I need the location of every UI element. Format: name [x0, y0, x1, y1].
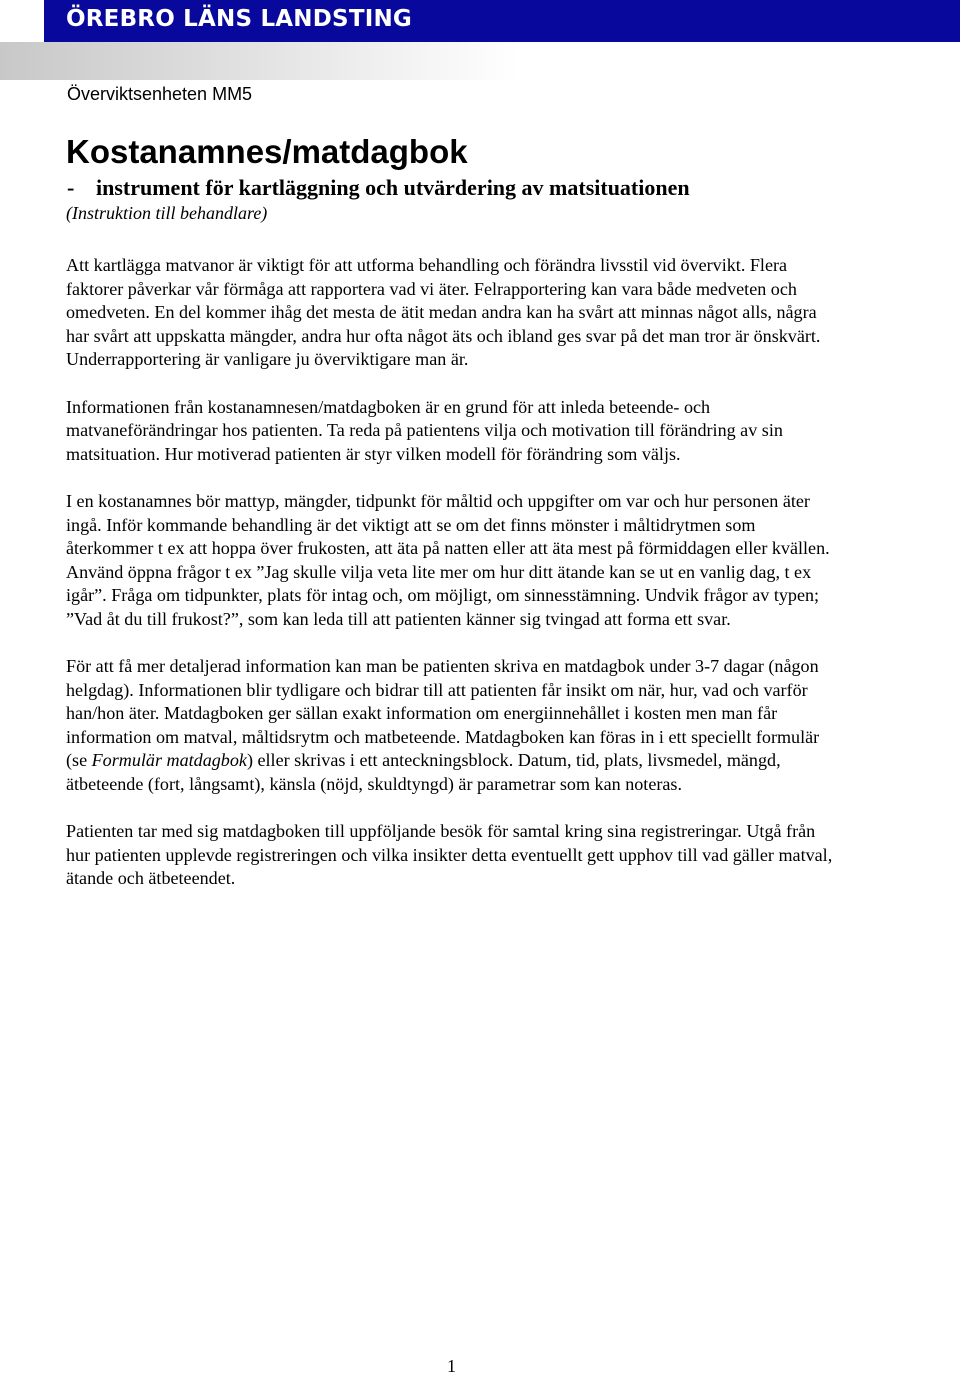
paragraph-text: Informationen från kostanamnesen/matdagboken är en grund för att inleda beteende- och matvaneförändringar hos patienten. Ta reda på patientens vilja och motivation till förändring av sin matsituation. Hur motiverad patienten är styr vilken modell för förändring som väljs.: [66, 396, 783, 464]
paragraph-5: [66, 820, 842, 891]
paragraph-text: Att kartlägga matvanor är viktigt för att utforma behandling och förändra livsstil vid övervikt. Flera faktorer påverkar vår förmåga att rapportera vad vi äter. Felrapportering kan vara både medveten och omedveten. En del kommer ihåg det mesta de ätit medan andra kan ha svårt att minnas något alls, några har svårt att uppskatta mängder, andra hur ofta något äts och ibland ges svar på det man tror är önskvärt. Underrapportering är vanligare ju överviktigare man är.: [66, 255, 821, 370]
paragraph-text: Patienten tar med sig matdagboken till uppföljande besök för samtal kring sina registreringar. Utgå från hur patienten upplevde registreringen och vilka insikter detta eventuellt gett upphov till vad gäller matval, ätande och ätbeteendet.: [66, 821, 833, 889]
paragraph-text: ) eller skrivas i ett anteckningsblock. Datum, tid, plats, livsmedel, mängd, ätbeteende (fort, långsamt), känsla (nöjd, skuldtyngd) är parametrar som kan noteras.: [66, 750, 781, 795]
paragraph-3: [66, 490, 842, 632]
department-label: Överviktsenheten MM5: [67, 84, 253, 104]
form-reference: Formulär matdagbok: [91, 750, 247, 771]
page-number: 1: [447, 1356, 456, 1376]
subtitle-dash: -: [67, 175, 75, 200]
organization-header-bar: [44, 0, 960, 42]
paragraph-4: [66, 655, 842, 797]
paragraph-text: I en kostanamnes bör mattyp, mängder, tidpunkt för måltid och uppgifter om var och hur personen äter ingå. Inför kommande behandling är det viktigt att se om det finns mönster i måltidrytmen som återkommer t ex att hoppa över frukosten, att äta på natten eller att äta mest på förmiddagen eller kvällen. Använd öppna frågor t ex ”Jag skulle vilja veta lite mer om hur ditt ätande kan se ut en vanlig dag, t ex igår”. Fråga om tidpunkter, plats för intag och, om möjligt, om sinnesstämning. Undvik frågor av typen; ”Vad åt du till frukost?”, som kan leda till att patienten känner sig tvingad att forma ett svar.: [66, 490, 830, 629]
paragraph-2: [66, 396, 842, 467]
body-text: [66, 254, 842, 915]
document-subtitle: [67, 175, 690, 201]
organization-logo-text: ÖREBRO LÄNS LANDSTING: [66, 6, 412, 32]
subtitle-text: instrument för kartläggning och utvärdering av matsituationen: [96, 175, 690, 200]
paragraph-text: För att få mer detaljerad information kan man be patienten skriva en matdagbok under 3-7 dagar (någon helgdag). Informationen blir tydligare och bidrar till att patienten får insikt om när, hur, vad och varför han/hon äter. Matdagboken ger sällan exakt information om energiinnehållet i kosten men man får information om matval, måltidsrytm och matbeteende. Matdagboken kan föras in i ett speciellt formulär (se: [66, 656, 820, 771]
paragraph-1: [66, 254, 842, 372]
header-gradient-decoration: [0, 42, 520, 80]
instruction-note: (Instruktion till behandlare): [66, 203, 268, 223]
document-title: Kostanamnes/matdagbok: [66, 133, 468, 170]
